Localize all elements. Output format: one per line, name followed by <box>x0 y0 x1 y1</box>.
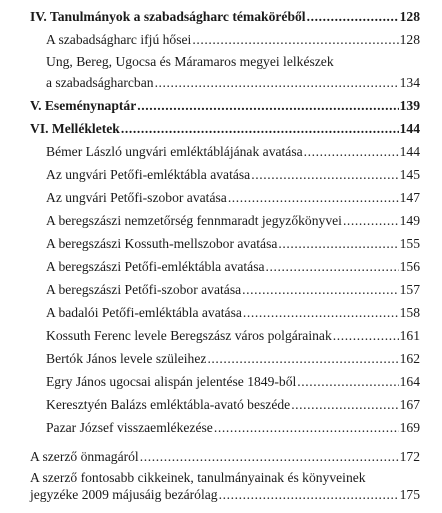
toc-entry-section-iv <box>30 8 420 25</box>
toc-entry-page: 172 <box>399 449 420 464</box>
toc-entry <box>46 166 420 183</box>
dot-leader <box>304 143 399 160</box>
toc-entry <box>46 74 420 91</box>
toc-entry-label: A beregszászi Petőfi-szobor avatása <box>46 282 242 297</box>
toc-entry <box>46 235 420 252</box>
toc-entry-section-v <box>30 97 420 114</box>
toc-entry-label: IV. Tanulmányok a szabadságharc témaköréből <box>30 9 306 24</box>
toc-entry-label: VI. Mellékletek <box>30 121 120 136</box>
toc-entry <box>46 327 420 344</box>
dot-leader <box>278 235 398 252</box>
dot-leader <box>219 486 399 503</box>
toc-entry-page: 158 <box>399 305 420 320</box>
dot-leader <box>228 189 399 206</box>
dot-leader <box>155 74 399 91</box>
toc-entry <box>46 189 420 206</box>
dot-leader <box>307 8 399 25</box>
toc-entry <box>46 373 420 390</box>
toc-entry-label-line1: A szerző fontosabb cikkeinek, tanulmányainak és könyveinek <box>30 470 366 485</box>
toc-entry-page: 169 <box>399 420 420 435</box>
toc-entry-page: 147 <box>399 190 420 205</box>
toc-entry-page: 175 <box>399 487 420 502</box>
toc-entry <box>46 304 420 321</box>
toc-entry-label: Kossuth Ferenc levele Beregszász város polgárainak <box>46 328 332 343</box>
dot-leader <box>214 419 399 436</box>
toc-entry-page: 149 <box>399 213 420 228</box>
toc-entry <box>46 31 420 48</box>
toc-entry-page: 139 <box>399 98 420 113</box>
toc-entry-page: 144 <box>399 144 420 159</box>
dot-leader <box>140 448 399 465</box>
toc-entry-label: Bémer László ungvári emléktáblájának avatása <box>46 144 303 159</box>
toc-entry-label: A beregszászi Kossuth-mellszobor avatása <box>46 236 278 251</box>
dot-leader <box>137 97 398 114</box>
toc-entry-label: A szabadságharc ifjú hősei <box>46 32 192 47</box>
toc-entry-page: 144 <box>399 121 420 136</box>
toc-entry-label: Bertók János levele szüleihez <box>46 351 207 366</box>
toc-entry <box>46 350 420 367</box>
dot-leader <box>333 327 399 344</box>
toc-entry-page: 128 <box>399 32 420 47</box>
dot-leader <box>343 212 399 229</box>
toc-entry-label: Keresztyén Balázs emléktábla-avató beszéde <box>46 397 291 412</box>
dot-leader <box>266 258 399 275</box>
toc-entry <box>30 448 420 465</box>
toc-entry-page: 134 <box>399 75 420 90</box>
toc-entry-label: A beregszászi Petőfi-emléktábla avatása <box>46 259 265 274</box>
toc-entry-page: 167 <box>399 397 420 412</box>
toc-entry <box>46 143 420 160</box>
toc-entry-label: A szerző önmagáról <box>30 449 139 464</box>
toc-entry-page: 155 <box>399 236 420 251</box>
toc-entry-label-line1: Ung, Bereg, Ugocsa és Máramaros megyei lelkészek <box>46 54 334 69</box>
toc-entry-page: 164 <box>399 374 420 389</box>
toc-entry-label: Az ungvári Petőfi-szobor avatása <box>46 190 227 205</box>
toc-entry <box>46 419 420 436</box>
toc-entry-page: 145 <box>399 167 420 182</box>
toc-entry <box>46 281 420 298</box>
toc-entry-label: V. Eseménynaptár <box>30 98 137 113</box>
toc-entry-label: a szabadságharcban <box>46 75 154 90</box>
toc-entry-page: 128 <box>399 9 420 24</box>
toc-entry-page: 157 <box>399 282 420 297</box>
toc-entry <box>30 486 420 503</box>
toc-entry-label: A beregszászi nemzetőrség fennmaradt jegyzőkönyvei <box>46 213 342 228</box>
toc-entry-page: 156 <box>399 259 420 274</box>
toc-entry-section-vi <box>30 120 420 137</box>
dot-leader <box>251 166 398 183</box>
toc-entry-label: Pazar József visszaemlékezése <box>46 420 213 435</box>
dot-leader <box>243 304 399 321</box>
toc-entry <box>46 258 420 275</box>
toc-entry-label: A badalói Petőfi-emléktábla avatása <box>46 305 242 320</box>
dot-leader <box>121 120 399 137</box>
dot-leader <box>291 396 398 413</box>
dot-leader <box>207 350 398 367</box>
dot-leader <box>192 31 398 48</box>
dot-leader <box>242 281 398 298</box>
toc-entry-label: Az ungvári Petőfi-emléktábla avatása <box>46 167 251 182</box>
toc-entry <box>46 212 420 229</box>
toc-entry-label: Egry János ugocsai alispán jelentése 1849-ből <box>46 374 297 389</box>
toc-entry-page: 162 <box>399 351 420 366</box>
toc-entry-label: jegyzéke 2009 májusáig bezárólag <box>30 487 218 502</box>
dot-leader <box>297 373 398 390</box>
toc-entry-page: 161 <box>399 328 420 343</box>
toc-entry <box>46 396 420 413</box>
